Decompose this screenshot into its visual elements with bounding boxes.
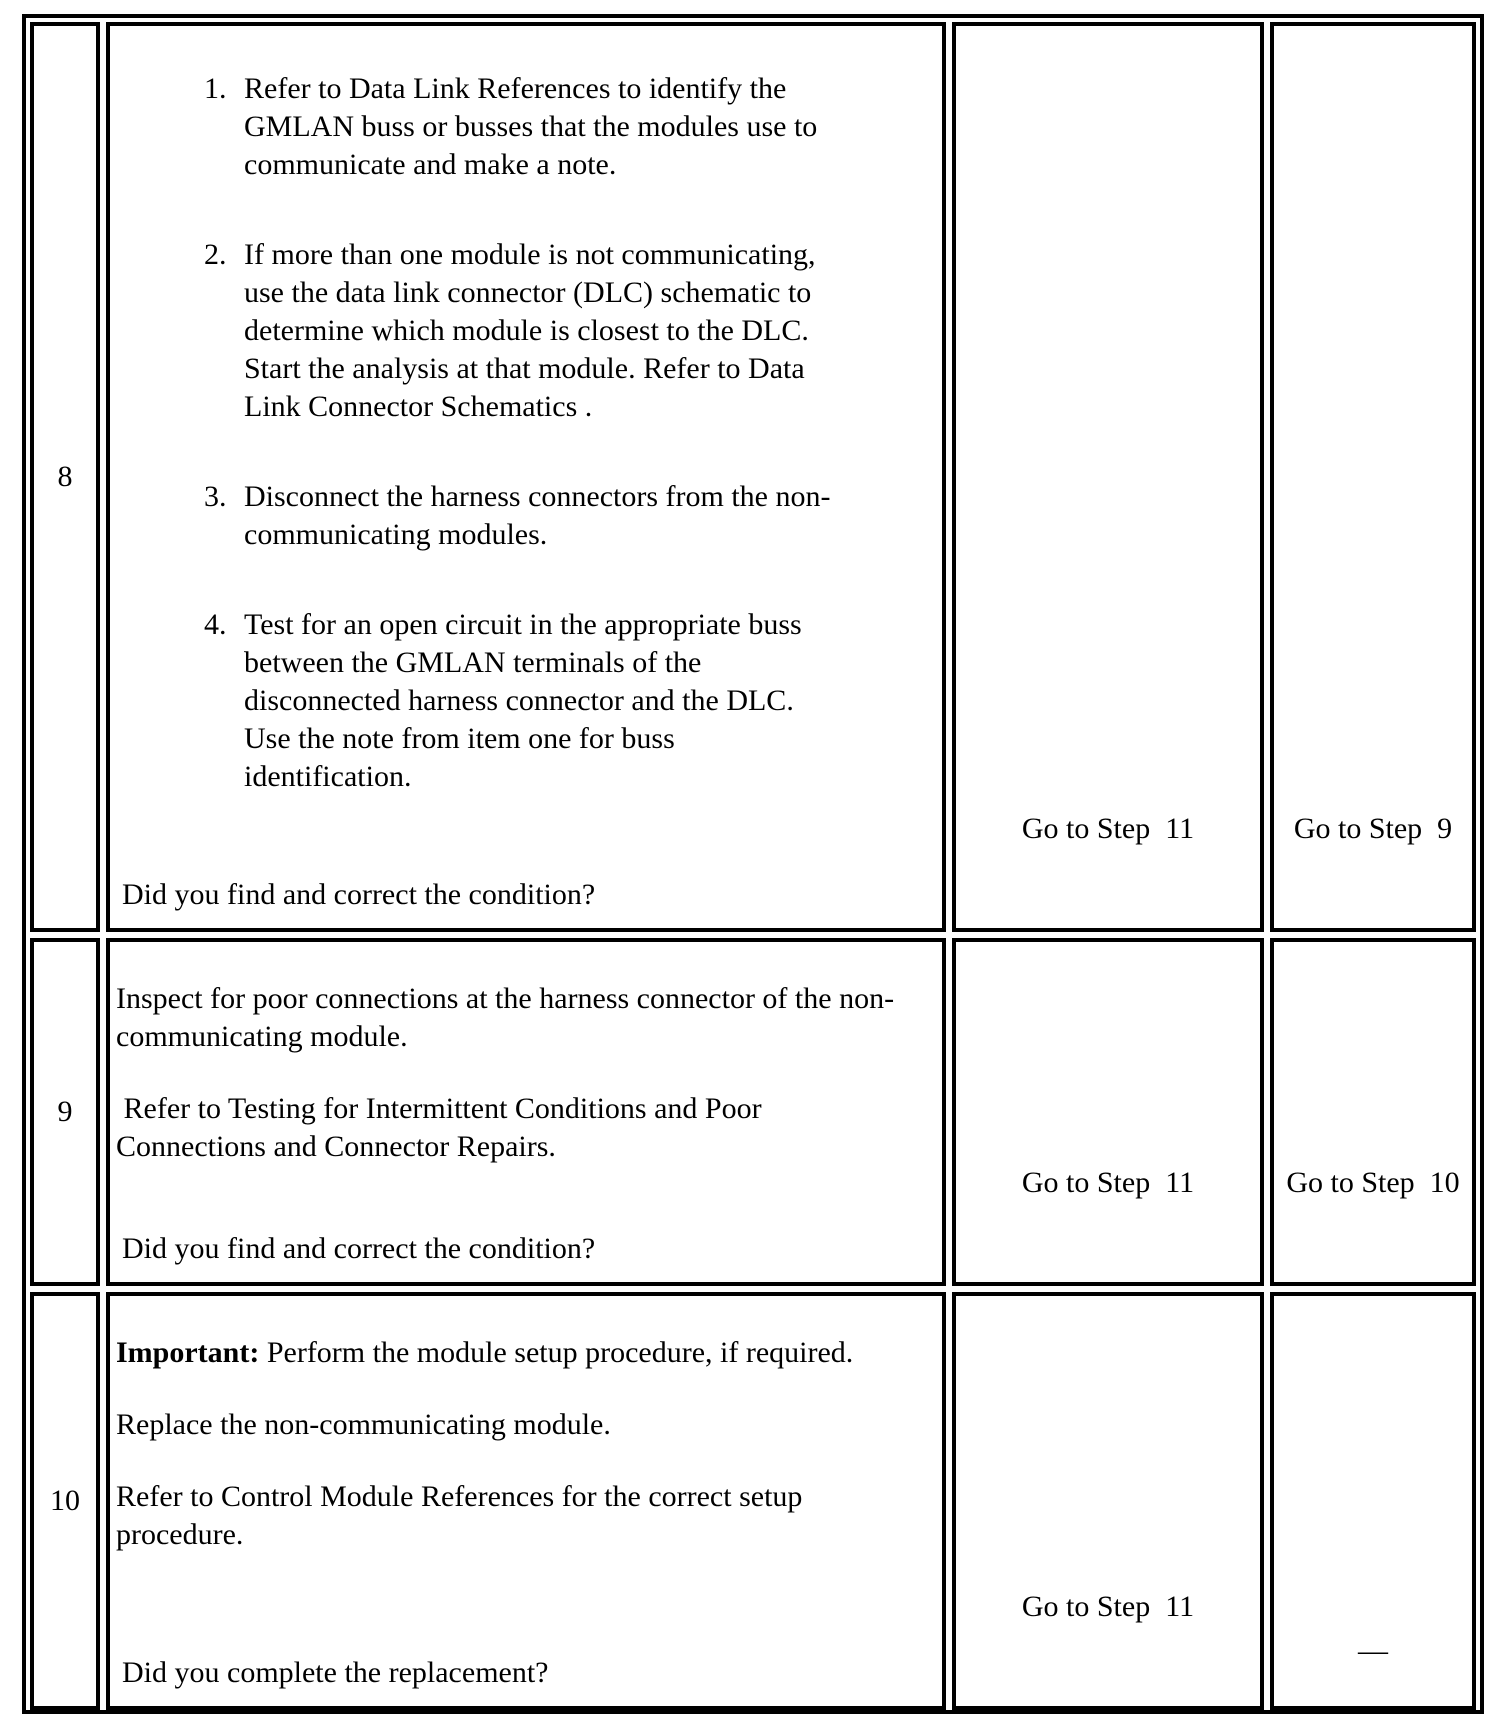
instruction-text: Replace the non-communicating module.	[116, 1408, 611, 1441]
no-link[interactable]: Go to Step 9	[1293, 812, 1453, 845]
step-cell	[30, 22, 100, 932]
question-text: Did you find and correct the condition?	[122, 1232, 596, 1265]
action-cell	[106, 1292, 946, 1710]
no-cell	[1270, 1292, 1476, 1710]
yes-cell	[952, 1292, 1264, 1710]
action-cell	[106, 22, 946, 932]
yes-link[interactable]: Go to Step 11	[1021, 1590, 1195, 1623]
table-row-step-9	[26, 934, 1480, 1290]
step-number: 10	[50, 1484, 80, 1517]
instruction-text: Inspect for poor connections at the harness connector of the non-communicating module.	[116, 982, 895, 1053]
list-item: 2. If more than one module is not communicating, use the data link connector (DLC) schematic to determine which module is closest to the DLC. Start the analysis at that module. Refer to Data Link Connector Schematics .	[204, 238, 816, 423]
yes-cell	[952, 22, 1264, 932]
yes-link[interactable]: Go to Step 11	[1021, 812, 1195, 845]
step-number: 9	[57, 1095, 73, 1128]
table-row-step-10	[26, 1288, 1480, 1714]
instruction-list	[116, 70, 932, 796]
list-item: 4. Test for an open circuit in the appropriate buss between the GMLAN terminals of the disconnected harness connector and the DLC. Use the note from item one for buss identification.	[204, 608, 802, 793]
no-cell	[1270, 22, 1476, 932]
important-note: Important: Perform the module setup procedure, if required.	[116, 1336, 854, 1369]
yes-link[interactable]: Go to Step 11	[1021, 1166, 1195, 1199]
no-cell	[1270, 938, 1476, 1286]
table-row-step-8	[26, 18, 1480, 936]
list-item: 1. Refer to Data Link References to identify the GMLAN buss or busses that the modules use to communicate and make a note.	[204, 72, 818, 181]
no-value-dash: —	[1358, 1634, 1388, 1667]
important-label: Important:	[116, 1336, 260, 1369]
action-cell	[106, 938, 946, 1286]
diagnostic-table	[22, 14, 1484, 1714]
step-cell	[30, 1292, 100, 1710]
question-text: Did you complete the replacement?	[122, 1656, 549, 1689]
step-number: 8	[57, 460, 73, 493]
reference-text: Refer to Testing for Intermittent Conditions and Poor Connections and Connector Repairs.	[116, 1092, 770, 1163]
step-cell	[30, 938, 100, 1286]
list-item: 3. Disconnect the harness connectors from the non-communicating modules.	[204, 480, 831, 551]
no-link[interactable]: Go to Step 10	[1286, 1166, 1460, 1199]
question-text: Did you find and correct the condition?	[122, 878, 596, 911]
yes-cell	[952, 938, 1264, 1286]
reference-text: Refer to Control Module References for the correct setup procedure.	[116, 1480, 803, 1551]
